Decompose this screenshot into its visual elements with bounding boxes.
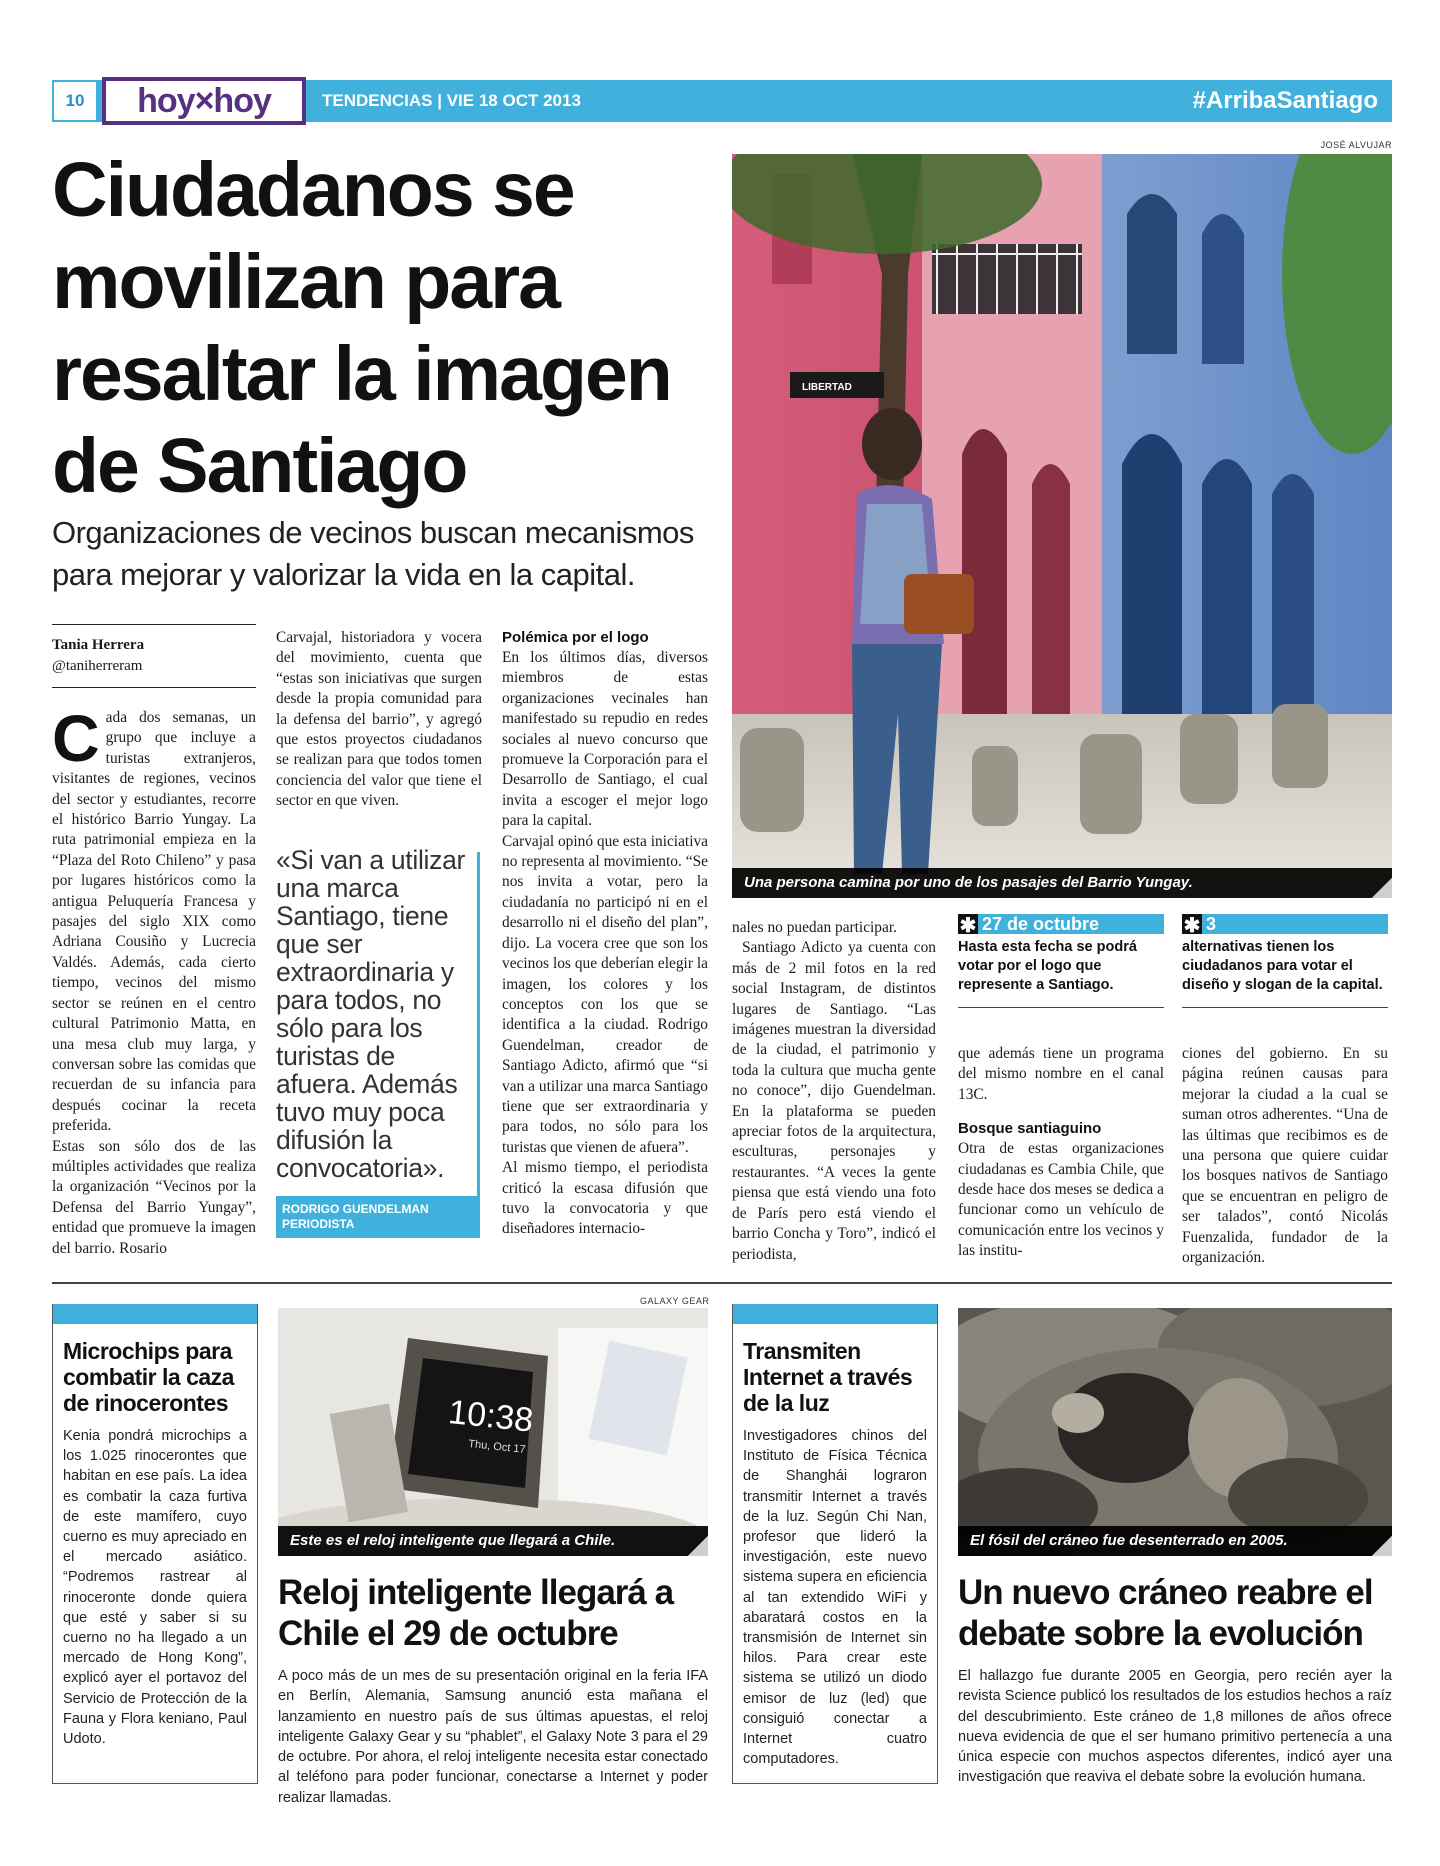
fact-value: 27 de octubre (982, 914, 1100, 934)
fact-text: Hasta esta fecha se podrá votar por el logo que represente a Santiago. (958, 939, 1137, 993)
watch-photo-credit: GALAXY GEAR (640, 1296, 710, 1306)
main-headline: Ciudadanos se movilizan para resaltar la imagen de Santiago (52, 147, 671, 509)
skull-headline: Un nuevo cráneo reabre el debate sobre la evolución (958, 1573, 1373, 1653)
paragraph: ada dos semanas, un grupo que incluye a turistas extranjeros, visitantes de regiones, vecinos del sector y estudiantes, recorre el histórico Barrio Yungay. La ruta patrimonial empieza en la “Plaza del Roto Chileno” y pasa por lugares históricos como la antigua Peluquería Francesa y pasajes del siglo XIX como Adriana Cousiño y Lucrecia Valdés. Además, cada cierto tiempo, vecinos del mismo sector se reúnen en el centro cultural Patrimonio Matta, en una mesa club muy larga, y conversan sobre las comidas que recuerdan de su infancia para después cocinar la receta preferida. (52, 709, 256, 1135)
brief-text: Investigadores chinos del Instituto de Física Técnica de Shanghái lograron transmitir Internet a través de la luz. Según Chi Nan, profesor que lideró la investigación, este nuevo sistema supera en eficiencia al tan extendido WiFi y abaratará costos en la transmisión de Internet sin hilos. Para crear este sistema se utilizó un diodo emisor de luz (led) que consiguió conectar a Internet cuatro computadores. (743, 1428, 927, 1768)
pull-quote: «Si van a utilizar una marca Santiago, tiene que ser extraordinaria y para todos, no sólo para los turistas de afuera. Además tuvo muy poca difusión la convocatoria». (276, 845, 466, 1183)
fact-box-count (1182, 914, 1388, 1008)
photo-credit: JOSÉ ALVUJAR (1320, 140, 1392, 150)
quote-role: PERIODISTA (282, 1217, 355, 1231)
brief-internet-light (732, 1304, 938, 1784)
quote-attribution (276, 1196, 480, 1238)
skull-photo-caption (958, 1526, 1392, 1556)
paragraph: Otra de estas organizaciones ciudadanas es Cambia Chile, que desde hace dos meses se dedica a funcionar como un vehículo de comunicación entre los vecinos y las institu- (958, 1140, 1164, 1260)
brief-text: Kenia pondrá microchips a los 1.025 rinocerontes que habitan en ese país. La idea es combatir la caza furtiva de este mamífero, cuyo cuerno es muy apreciado en el mercado asiático. “Podremos rastrear al rinoceronte donde quiera que esté y saber si su cuerno no ha llegado a un mercado de Hong Kong”, explicó ayer el portavoz del Servicio de Protección de la Fauna y Flora keniano, Paul Udoto. (63, 1428, 247, 1748)
street-scene-image (732, 154, 1392, 898)
watch-photo (278, 1308, 708, 1556)
paragraph: nales no puedan participar. (732, 919, 897, 936)
watch-text: A poco más de un mes de su presentación original en la feria IFA en Berlín, Alemania, Samsung anunció esta mañana el lanzamiento en nuestro país de sus últimas apuestas, el reloj inteligente Galaxy Gear y su “phablet”, el Galaxy Note 3 para el 29 de octubre. Por ahora, el reloj inteligente necesita estar conectado al teléfono para poder funcionar, conectarse a Internet y poder realizar llamadas. (278, 1668, 708, 1806)
watch-time: 10:38 (446, 1392, 536, 1440)
fact-box-date (958, 914, 1164, 1008)
paragraph: En los últimos días, diversos miembros de estas organizaciones vecinales han manifestado su repudio en redes sociales al nuevo concurso que promueve la Corporación para el Desarrollo de Santiago, el cual invita a escoger el mejor logo para la capital. (502, 649, 708, 830)
quote-bar (477, 852, 480, 1200)
brief-title: Transmiten Internet a través de la luz (743, 1338, 913, 1416)
section-divider (52, 1282, 1392, 1284)
watch-photo-caption (278, 1526, 708, 1556)
drop-cap: C (52, 701, 100, 775)
caption-text: El fósil del cráneo fue desenterrado en 2005. (970, 1532, 1288, 1549)
watch-headline: Reloj inteligente llegará a Chile el 29 de octubre (278, 1573, 674, 1653)
paragraph: ciones del gobierno. En su página reúnen causas para mejorar la ciudad a la cual se suman otros adherentes. “Una de las últimas que recibimos es de una persona que quiere cuidar los bosques nativos de Santiago que se encuentran en peligro de ser talados”, contó Nicolás Fuenzalida, fundador de la organización. (1182, 1045, 1388, 1267)
skull-text: El hallazgo fue durante 2005 en Georgia, pero recién ayer la revista Science publicó los resultados de los estudios hechos a raíz del descubrimiento. Este cráneo de 1,8 millones de años ofrece nueva evidencia de que el ser humano primitivo pertenecía a una única especie con muchos aspectos diferentes, indicó ayer una investigación que reaviva el debate sobre la evolución humana. (958, 1668, 1392, 1786)
subheading: Polémica por el logo (502, 629, 649, 646)
newspaper-logo: hoy×hoy (102, 77, 306, 125)
main-photo (732, 154, 1392, 898)
corner-mark (688, 1536, 708, 1556)
fact-text: alternativas tienen los ciudadanos para votar el diseño y slogan de la capital. (1182, 939, 1383, 993)
paragraph: Carvajal opinó que esta iniciativa no representa al movimiento. “Se nos invita a votar, pero la ciudadanía no participó ni en el desarrollo ni el diseño del plan”, dijo. La vocera cree que son los vecinos los que deberían elegir la imagen, los colores y los conceptos con los que se identifica a la ciudad. Rodrigo Guendelman, creador de Santiago Adicto, afirmó que “si van a utilizar una marca Santiago tiene que ser extraordinaria y para todos, no sólo para los turistas que vienen de afuera”. (502, 832, 708, 1156)
main-deck: Organizaciones de vecinos buscan mecanismos para mejorar y valorizar la vida en la capital. (52, 515, 694, 592)
brief-bar (733, 1304, 937, 1324)
smartwatch-image (278, 1308, 708, 1556)
article-column-2 (276, 628, 482, 812)
subheading: Bosque santiaguino (958, 1120, 1102, 1138)
corner-mark (1372, 878, 1392, 898)
corner-mark (1372, 1536, 1392, 1556)
paragraph: Al mismo tiempo, el periodista criticó la escasa difusión que tuvo la convocatoria y que diseñadores internacio- (502, 1159, 708, 1238)
article-column-6 (1182, 1044, 1388, 1268)
skull-fossil-image (958, 1308, 1392, 1556)
paragraph: Santiago Adicto ya cuenta con más de 2 mil fotos en la red social Instagram, de distintos lugares de Santiago. “Las imágenes muestran la diversidad de la ciudad, el patrimonio y toda la cultura que mucha gente no conoce”, dijo Guendelman. En la plataforma se pueden apreciar fotos de la arquitectura, esculturas, personajes y restaurantes. “A veces la gente piensa que está viendo una foto de París pero está viendo el barrio Concha y Toro”, indicó el periodista, (732, 939, 936, 1263)
skull-photo (958, 1308, 1392, 1556)
brief-bar (53, 1304, 257, 1324)
byline (52, 624, 256, 688)
page-number: 10 (52, 80, 98, 122)
paragraph: que además tiene un programa del mismo nombre en el canal 13C. (958, 1045, 1164, 1103)
watch-date: Thu, Oct 17 (467, 1438, 527, 1456)
street-sign-text: LIBERTAD (802, 382, 852, 393)
article-column-4 (732, 918, 936, 1265)
asterisk-icon: ✱ (1183, 915, 1201, 937)
brief-rhinos (52, 1304, 258, 1784)
hashtag: #ArribaSantiago (1192, 87, 1378, 114)
caption-text: Este es el reloj inteligente que llegará a Chile. (290, 1532, 616, 1549)
asterisk-icon: ✱ (959, 915, 977, 937)
page-header (52, 80, 1392, 122)
article-column-3 (502, 628, 708, 1240)
paragraph: Carvajal, historiadora y vocera del movimiento, cuenta que “estas son iniciativas que surgen desde la propia comunidad para la defensa del barrio”, y agregó que estos proyectos ciudadanos se realizan para que todos tomen conciencia del valor que tiene el sector en que viven. (276, 629, 482, 810)
article-column-1 (52, 701, 256, 1259)
main-photo-caption (732, 868, 1392, 898)
section-date: TENDENCIAS | VIE 18 OCT 2013 (322, 91, 581, 110)
article-column-5 (958, 1044, 1164, 1262)
caption-text: Una persona camina por uno de los pasajes del Barrio Yungay. (744, 874, 1193, 891)
fact-value: 3 (1206, 914, 1217, 934)
author-name: Tania Herrera (52, 637, 145, 653)
author-handle: @taniherreram (52, 658, 143, 674)
paragraph: Estas son sólo dos de las múltiples actividades que realiza la organización “Vecinos por la Defensa del Barrio Yungay”, entidad que promueve la imagen del barrio. Rosario (52, 1137, 256, 1257)
quote-author: RODRIGO GUENDELMAN (282, 1202, 429, 1216)
brief-title: Microchips para combatir la caza de rinocerontes (63, 1338, 234, 1416)
